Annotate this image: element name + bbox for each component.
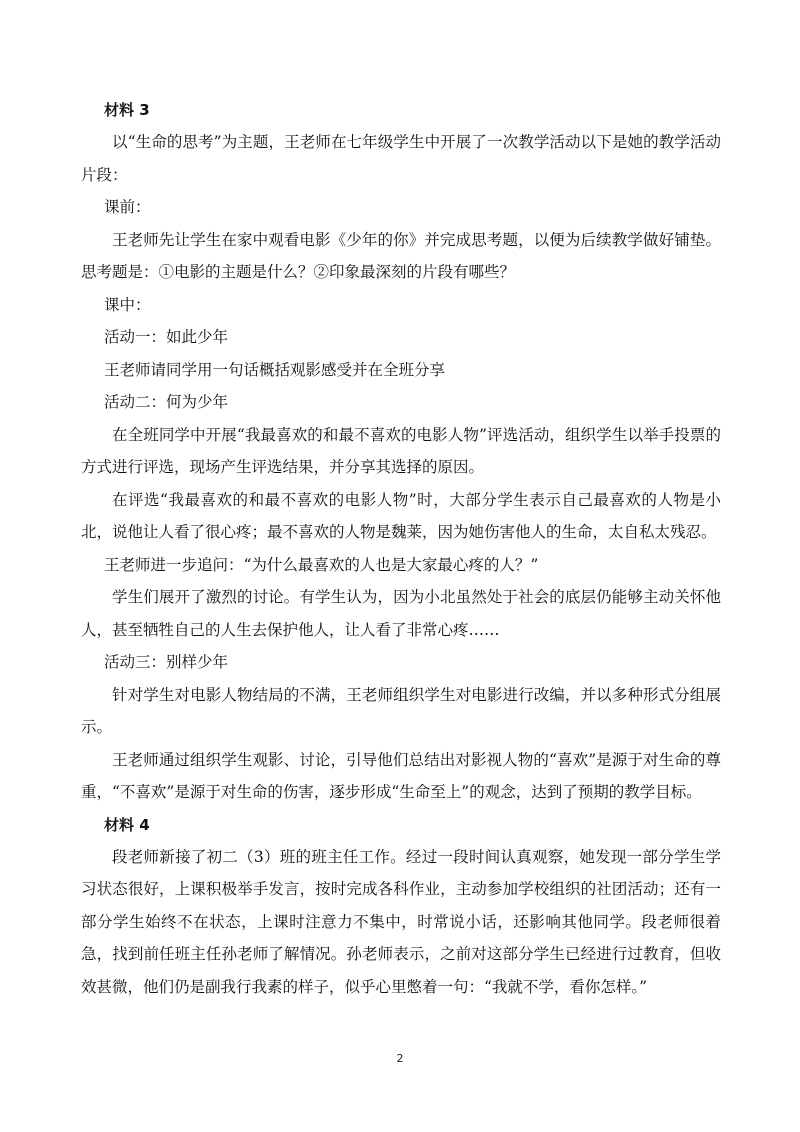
activity2-text-1: 在全班同学中开展“我最喜欢的和最不喜欢的电影人物”评选活动，组织学生以举手投票的方式进行评选，现场产生评选结果，并分享其选择的原因。 xyxy=(81,425,721,476)
material3-heading: 材料 3 xyxy=(104,101,150,119)
activity2-text-4: 学生们展开了激烈的讨论。有学生认为，因为小北虽然处于社会的底层仍能够主动关怀他人，甚至牺牲自己的人生去保护他人，让人看了非常心疼…… xyxy=(81,588,721,639)
page-number: 2 xyxy=(396,1052,404,1065)
activity1-label: 活动一：如此少年 xyxy=(104,328,229,346)
before-class-text: 王老师先让学生在家中观看电影《少年的你》并完成思考题，以便为后续教学做好铺垫。思考题是：①电影的主题是什么？②印象最深刻的片段有哪些？ xyxy=(81,230,721,281)
activity2-text-3: 王老师进一步追问：“为什么最喜欢的人也是大家最心疼的人？” xyxy=(104,555,539,574)
before-class-label: 课前： xyxy=(104,198,151,216)
document-body xyxy=(81,94,721,1003)
material4-heading: 材料 4 xyxy=(104,815,150,834)
activity3-text: 针对学生对电影人物结局的不满，王老师组织学生对电影进行改编，并以多种形式分组展示。 xyxy=(81,685,721,736)
material4-text: 段老师新接了初二（3）班的班主任工作。经过一段时间认真观察，她发现一部分学生学习状态很好，上课积极举手发言，按时完成各科作业，主动参加学校组织的社团活动；还有一部分学生始终不在状态，上课时注意力不集中，时常说小话，还影响其他同学。段老师很着急，找到前任班主任孙老师了解情况。孙老师表示，之前对这部分学生已经进行过教育，但收效甚微，他们仍是副我行我素的样子，似乎心里憋着一句：“我就不学，看你怎样。” xyxy=(81,847,721,996)
in-class-label: 课中： xyxy=(104,295,151,314)
material3-intro: 以“生命的思考”为主题，王老师在七年级学生中开展了一次教学活动以下是她的教学活动片段： xyxy=(81,133,721,184)
activity3-label: 活动三：别样少年 xyxy=(104,653,229,671)
activity1-text: 王老师请同学用一句话概括观影感受并在全班分享 xyxy=(104,360,446,379)
activity2-label: 活动二：何为少年 xyxy=(104,393,229,411)
activity2-text-2: 在评选“我最喜欢的和最不喜欢的电影人物”时，大部分学生表示自己最喜欢的人物是小北，说他让人看了很心疼；最不喜欢的人物是魏莱，因为她伤害他人的生命，太自私太残忍。 xyxy=(81,490,721,541)
material3-summary: 王老师通过组织学生观影、讨论，引导他们总结出对影视人物的“喜欢”是源于对生命的尊重，“不喜欢”是源于对生命的伤害，逐步形成“生命至上”的观念，达到了预期的教学目标。 xyxy=(81,750,721,801)
